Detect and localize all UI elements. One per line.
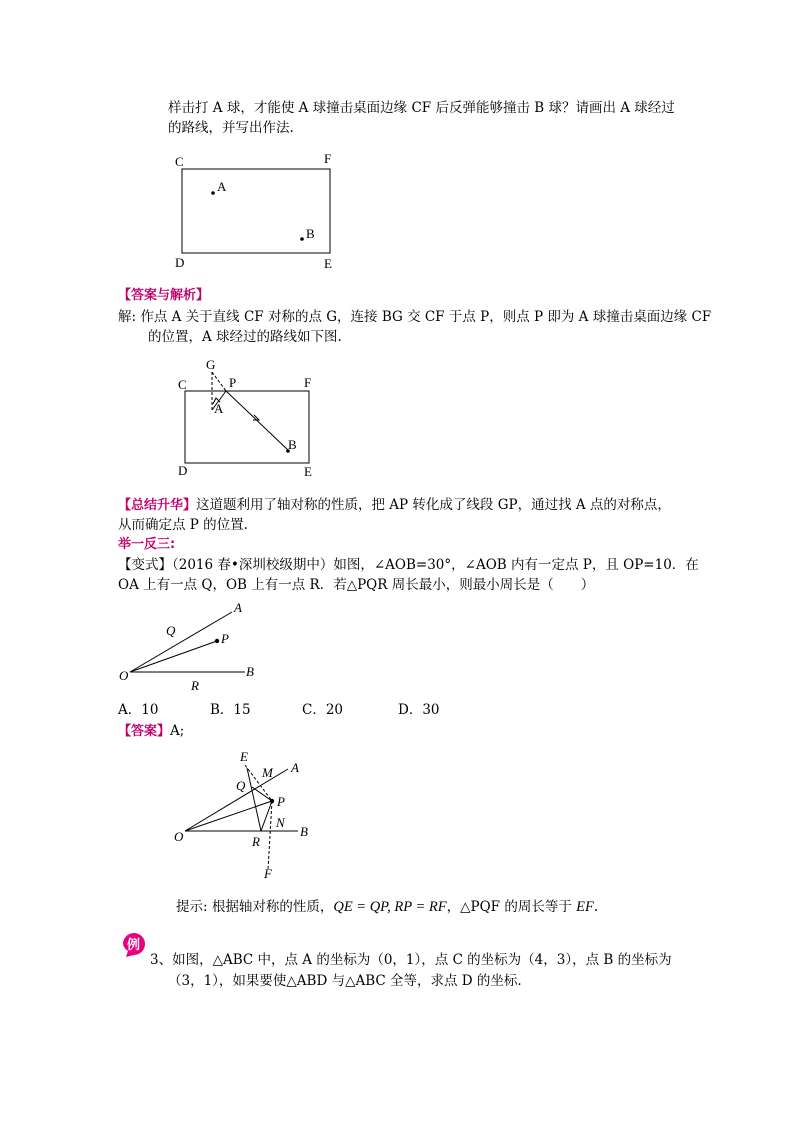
fig3-label-q: Q xyxy=(166,623,176,638)
fig4-label-a: A xyxy=(291,760,299,775)
fig4-label-p: P xyxy=(277,794,285,809)
fig4-label-r: R xyxy=(252,834,260,849)
variant-line2: OA 上有一点 Q，OB 上有一点 R．若△PQR 周长最小，则最小周长是（ ） xyxy=(118,577,595,593)
solution-line1: 解: 作点 A 关于直线 CF 对称的点 G，连接 BG 交 CF 于点 P，则点 P 即为 A 球撞击桌面边缘 CF xyxy=(118,309,712,325)
choice-d: D．30 xyxy=(398,702,440,718)
summary-text1: 这道题利用了轴对称的性质，把 AP 转化成了线段 GP，通过找 A 点的对称点， xyxy=(196,497,671,513)
hint-line xyxy=(176,897,598,917)
choice-c: C．20 xyxy=(302,702,344,718)
hint-ef: EF xyxy=(576,899,594,915)
summary-heading: 【总结升华】 xyxy=(118,498,197,513)
fig4-label-b: B xyxy=(300,824,308,839)
answer-heading: 【答案与解析】 xyxy=(118,288,210,303)
problem-intro-line2: 的路线，并写出作法. xyxy=(168,120,294,136)
example-badge xyxy=(120,930,148,958)
fig2-label-p: P xyxy=(229,375,237,390)
fig2-label-g: G xyxy=(206,357,216,372)
segment-q-p xyxy=(252,787,272,801)
fig4-label-m: M xyxy=(262,765,273,780)
example-line2: （3，1），如果要使△ABD 与△ABC 全等，求点 D 的坐标. xyxy=(168,973,522,989)
fig1-label-d: D xyxy=(175,255,185,270)
solution-line2: 的位置，A 球经过的路线如下图. xyxy=(148,329,342,345)
fig2-label-c: C xyxy=(178,377,187,392)
choice-a: A．10 xyxy=(118,702,159,718)
hint-period: . xyxy=(593,899,599,915)
segment-op-2 xyxy=(185,801,272,831)
fig2-label-a: A xyxy=(214,401,224,416)
variant-tag: 【变式】 xyxy=(118,557,172,573)
fig2-label-f: F xyxy=(304,375,312,390)
variant-answer-value: A; xyxy=(170,723,185,739)
fig4-point-p xyxy=(270,799,274,803)
example-line1: 3、如图，△ABC 中，点 A 的坐标为（0，1），点 C 的坐标为（4，3），点 B 的坐标为 xyxy=(150,952,672,968)
fig4-label-o: O xyxy=(174,829,184,844)
fig1-label-b: B xyxy=(306,226,315,241)
hint-suffix: ，△PQF 的周长等于 xyxy=(446,899,572,915)
fig1-label-a: A xyxy=(217,179,227,194)
hint-prefix: 提示: 根据轴对称的性质， xyxy=(176,899,334,915)
fig3-label-r: R xyxy=(191,678,199,693)
fig4-label-q: Q xyxy=(236,778,246,793)
choice-b: B．15 xyxy=(210,702,251,718)
fig2-label-e: E xyxy=(304,464,312,479)
variant-text1: （2016 春•深圳校级期中）如图，∠AOB=30°，∠AOB 内有一定点 P，且 OP=10．在 xyxy=(172,557,699,573)
fig3-label-b: B xyxy=(246,664,254,679)
fig4-label-n: N xyxy=(276,815,285,830)
fig2-label-d: D xyxy=(178,463,188,478)
example-badge-text: 例 xyxy=(127,938,141,953)
fig3-label-a: A xyxy=(234,600,242,615)
problem-intro-line1: 样击打 A 球，才能使 A 球撞击桌面边缘 CF 后反弹能够撞击 B 球？请画出 A 球经过 xyxy=(168,100,675,116)
fig3-label-o: O xyxy=(119,668,129,683)
fig4-label-e: E xyxy=(240,749,248,764)
fig3-label-p: P xyxy=(221,631,229,646)
fig4-label-f: F xyxy=(264,866,272,881)
fig1-label-f: F xyxy=(324,151,332,166)
variant-heading: 举一反三: xyxy=(118,537,176,552)
fig1-label-e: E xyxy=(324,256,332,271)
fig1-label-c: C xyxy=(175,154,184,169)
variant-answer-heading: 【答案】 xyxy=(118,724,171,739)
summary-line2: 从而确定点 P 的位置. xyxy=(118,517,248,533)
hint-formula: QE = QP, RP = RF xyxy=(333,899,447,915)
fig2-label-b: B xyxy=(288,437,297,452)
